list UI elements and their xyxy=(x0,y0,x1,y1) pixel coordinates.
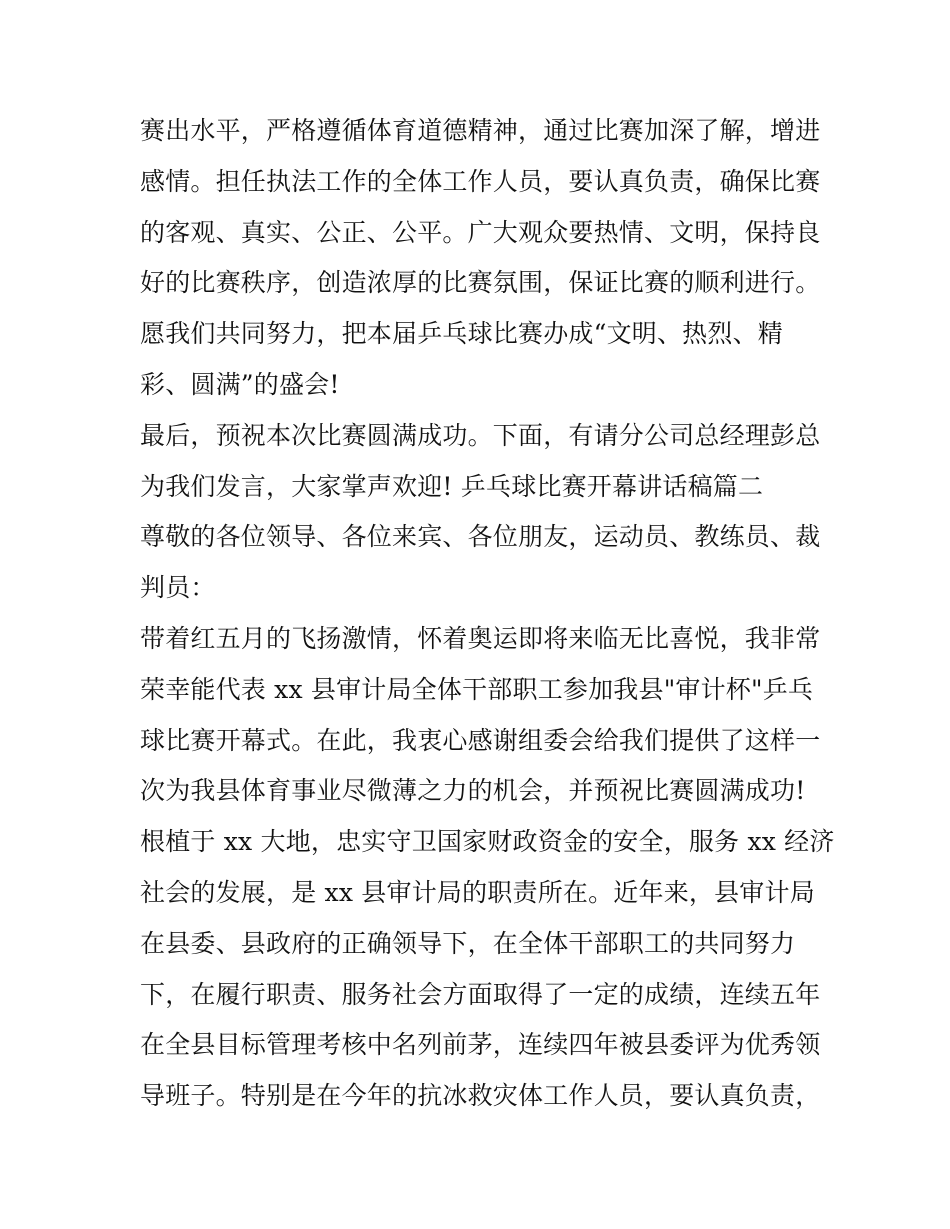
text-line-1: 赛出水平，严格遵循体育道德精神，通过比赛加深了解，增进 xyxy=(140,116,821,145)
text-line-13: 球比赛开幕式。在此，我衷心感谢组委会给我们提供了这样一 xyxy=(140,725,821,755)
text-line-11: 带着红五月的飞扬激情，怀着奥运即将来临无比喜悦，我非常 xyxy=(140,623,821,653)
text-line-16: 社会的发展，是 xx 县审计局的职责所在。近年来，县审计局 xyxy=(140,877,815,907)
text-line-6: 彩、圆满”的盛会! xyxy=(140,369,340,399)
text-line-3: 的客观、真实、公正、公平。广大观众要热情、文明，保持良 xyxy=(140,217,821,247)
text-line-20: 导班子。特别是在今年的抗冰救灾体工作人员，要认真负责， xyxy=(140,1081,821,1111)
text-line-17: 在县委、县政府的正确领导下，在全体干部职工的共同努力 xyxy=(140,928,796,958)
text-line-10: 判员： xyxy=(140,573,216,603)
text-line-15: 根植于 xx 大地，忠实守卫国家财政资金的安全，服务 xx 经济 xyxy=(140,827,835,857)
text-line-19: 在全县目标管理考核中名列前茅，连续四年被县委评为优秀领 xyxy=(140,1030,821,1060)
text-line-9: 尊敬的各位领导、各位来宾、各位朋友，运动员、教练员、裁 xyxy=(140,522,821,552)
text-line-8: 为我们发言，大家掌声欢迎! 乒乓球比赛开幕讲话稿篇二 xyxy=(140,471,764,501)
document-body xyxy=(140,106,835,1122)
text-line-5: 愿我们共同努力，把本届乒乓球比赛办成“文明、热烈、精 xyxy=(140,319,783,349)
text-line-4: 好的比赛秩序，创造浓厚的比赛氛围，保证比赛的顺利进行。 xyxy=(140,268,821,298)
text-line-12: 荣幸能代表 xx 县审计局全体干部职工参加我县"审计杯"乒乓 xyxy=(140,674,814,704)
text-line-2: 感情。担任执法工作的全体工作人员，要认真负责，确保比赛 xyxy=(140,166,821,196)
text-line-7: 最后，预祝本次比赛圆满成功。下面，有请分公司总经理彭总 xyxy=(140,420,821,450)
text-line-14: 次为我县体育事业尽微薄之力的机会，并预祝比赛圆满成功! xyxy=(140,776,806,806)
text-line-18: 下，在履行职责、服务社会方面取得了一定的成绩，连续五年 xyxy=(140,979,821,1009)
